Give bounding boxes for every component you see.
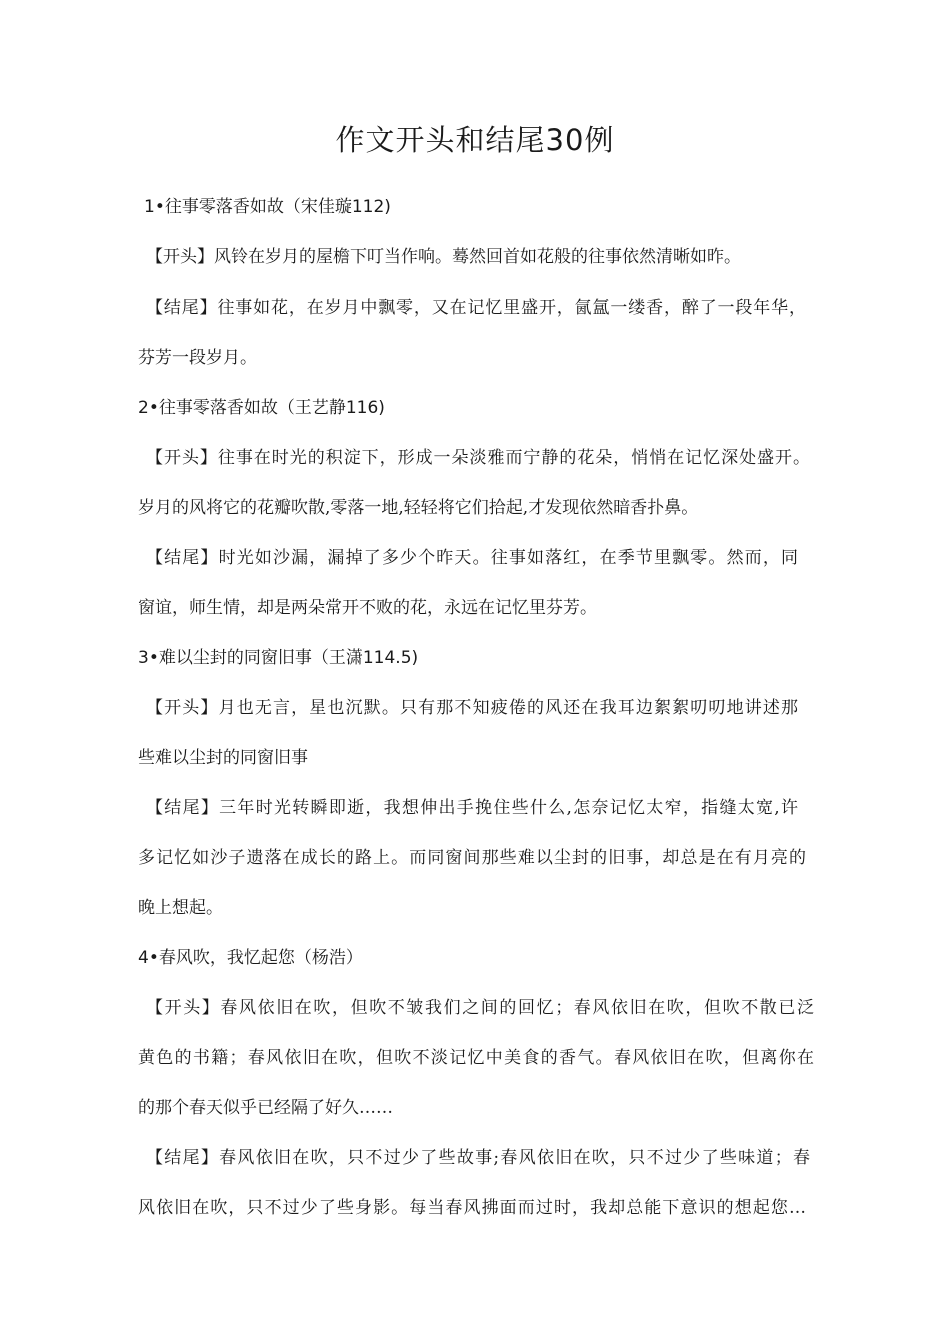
- paragraph-line: 的那个春天似乎已经隔了好久……: [138, 1098, 393, 1118]
- paragraph-line: 岁月的风将它的花瓣吹散,零落一地,轻轻将它们拾起,才发现依然暗香扑鼻。: [138, 498, 699, 518]
- paragraph-line: 芬芳一段岁月。: [138, 348, 257, 368]
- section-heading-4: 4•春风吹，我忆起您（杨浩）: [138, 948, 363, 968]
- paragraph-line: 黄色的书籍；春风依旧在吹，但吹不淡记忆中美食的香气。春风依旧在吹，但离你在: [138, 1048, 814, 1068]
- paragraph-line: 窗谊，师生情，却是两朵常开不败的花，永远在记忆里芬芳。: [138, 598, 597, 618]
- section-heading-3: 3•难以尘封的同窗旧事（王潇114.5): [138, 648, 419, 668]
- section-heading-1: 1•往事零落香如故（宋佳璇112): [144, 197, 391, 217]
- paragraph-line: 些难以尘封的同窗旧事: [138, 748, 308, 768]
- paragraph-line: 晚上想起。: [138, 898, 223, 918]
- paragraph-line: 【结尾】三年时光转瞬即逝，我想伸出手挽住些什么,怎奈记忆太窄，指缝太宽,许: [146, 798, 798, 818]
- paragraph-line: 【开头】往事在时光的积淀下，形成一朵淡雅而宁静的花朵，悄悄在记忆深处盛开。: [146, 448, 810, 468]
- paragraph-line: 【开头】春风依旧在吹，但吹不皱我们之间的回忆；春风依旧在吹，但吹不散已泛: [146, 998, 814, 1018]
- paragraph-line: 风依旧在吹，只不过少了些身影。每当春风拂面而过时，我却总能下意识的想起您…: [138, 1198, 806, 1218]
- section-heading-2: 2•往事零落香如故（王艺静116): [138, 398, 385, 418]
- paragraph-line: 【结尾】往事如花，在岁月中飘零，又在记忆里盛开，氤氲一缕香，醉了一段年华，: [146, 298, 806, 318]
- paragraph-line: 【结尾】春风依旧在吹，只不过少了些故事;春风依旧在吹，只不过少了些味道；春: [146, 1148, 810, 1168]
- document-title: 作文开头和结尾30例: [335, 123, 615, 157]
- paragraph-line: 【开头】月也无言，星也沉默。只有那不知疲倦的风还在我耳边絮絮叨叨地讲述那: [146, 698, 798, 718]
- paragraph-line: 【开头】风铃在岁月的屋檐下叮当作响。蓦然回首如花般的往事依然清晰如昨。: [146, 247, 741, 267]
- paragraph-line: 【结尾】时光如沙漏，漏掉了多少个昨天。往事如落红，在季节里飘零。然而，同: [146, 548, 798, 568]
- paragraph-line: 多记忆如沙子遗落在成长的路上。而同窗间那些难以尘封的旧事，却总是在有月亮的: [138, 848, 806, 868]
